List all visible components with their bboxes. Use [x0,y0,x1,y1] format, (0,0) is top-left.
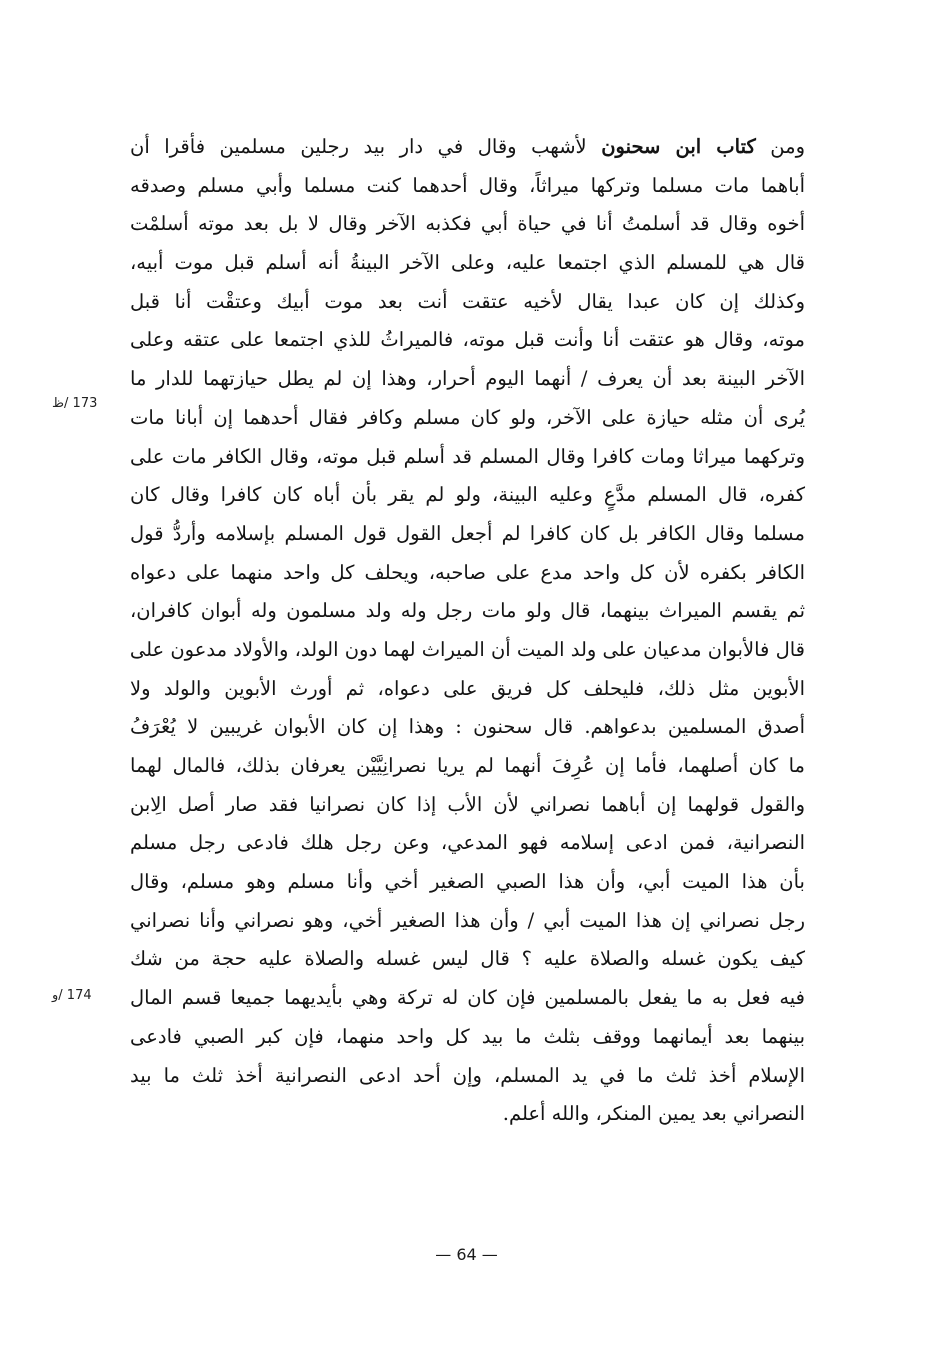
text-line: الآخر البينة بعد أن يعرف / أنهما اليوم أحرار، وهذا إن لم يطل حيازتهما للدار ما [130,367,805,391]
folio-marker: 174 /و [52,988,92,1003]
text-line: ثم يقسم الميراث بينهما، قال ولو مات رجل وله ولد مسلمون وله أبوان كافران، [130,599,805,623]
body-text [130,128,805,1134]
text-line [130,128,805,167]
text-line: مسلما وقال الكافر بل كان كافرا لم أجعل القول قول المسلم بإسلامه وأردُّ قول [130,521,805,545]
text-line: الأبوين مثل ذلك، فليحلف كل فريق على دعواه، ثم أورث الأبوين والولد ولا [130,676,805,700]
text-line: قال فالأبوان مدعيان على ولد الميت أن الميراث لهما دون الولد، والأولاد مدعون على [129,637,805,661]
text-line: الكافر بكفره لأن كل واحد مدع على صاحبه، ويحلف كل واحد منهما على دعواه [130,560,805,584]
text-line: النصرانية، فمن ادعى إسلامه فهو المدعي، وعن رجل هلك فادعى رجل مسلم [130,831,805,855]
text-line: قال هي للمسلم الذي اجتمعا عليه، وعلى الآخر البينةُ أنه أسلم قبل موت أبيه، [130,251,805,275]
text-line: يُرى أن مثله حيازة على الآخر، ولو كان مسلم وكافر فقال أحدهما إن أبانا مات [130,405,805,429]
text-line: كيف يكون غسله والصلاة عليه ؟ قال ليس غسله والصلاة عليه حجة من شك [130,947,805,971]
text-line: كفره، قال المسلم مدَّعٍ وعليه البينة، ولو لم يقر بأن أباه كان كافرا وقال كان [130,483,805,507]
text-line: النصراني بعد يمين المنكر، والله أعلم. [502,1102,805,1126]
text-line: بينهما بعد أيمانهما ووقف بثلث ما بيد كل واحد منهما، فإن كبر الصبي فادعى [130,1024,805,1048]
text-line: وكذلك إن كان عبدا يقال لأخيه عتقت أنت بعد موت أبيك وعتقْت أنا قبل [130,289,805,313]
emphasized-title: كتاب ابن سحنون [601,135,756,158]
text-line: ما كان أصلهما، فأما إن عُرِفَ أنهما لم يريا نصرانِيَّيْن يعرفان بذلك، فالمال لهما [130,754,805,777]
text-line: فيه فعل به ما يفعل بالمسلمين فإن كان له تركة وهي بأيديهما جميعا قسم المال [130,986,805,1010]
text-line: بأن هذا الميت أبي، وأن هذا الصبي الصغير أخي وأنا مسلم وهو مسلم، وقال [130,870,805,894]
text-line: رجل نصراني إن هذا الميت أبي / وأن هذا الصغير أخي، وهو نصراني وأنا نصراني [130,908,805,932]
text-fragment: ومن [755,135,805,158]
text-fragment: لأشهب وقال في دار بيد رجلين مسلمين فأقرا أن [130,135,602,158]
text-line: أخوه وقال قد أسلمتُ أنا في حياة أبي فكذبه الآخر وقال لا بل بعد موته أسلمْت [130,212,805,236]
text-line: والقول قولهما إن أباهما نصراني لأن الأب إذا كان نصرانيا فقد صار أصل الِابن [130,792,805,816]
text-line: موته، وقال هو عتقت أنا وأنت قبل موته، فالميراثُ للذي اجتمعا على عتقه وعلى [130,328,805,352]
page-number: — 64 — [435,1245,498,1264]
folio-marker: 173 /ظ [52,396,98,411]
text-line: أباهما مات مسلما وتركها ميراثاً، وقال أحدهما كنت مسلما وأبي مسلم وصدقه [130,173,805,197]
text-line: وتركهما ميراثا ومات كافرا وقال المسلم قد أسلم قبل موته، وقال الكافر مات على [130,444,805,468]
text-line: الإسلام أخذ ثلث ما في يد المسلم، وإن أحد ادعى النصرانية أخذ ثلث ما بيد [130,1063,805,1087]
text-line: أصدق المسلمين بدعواهم. قال سحنون : وهذا إن كان الأبوان غريبين لا يُعْرَفُ [130,715,805,739]
